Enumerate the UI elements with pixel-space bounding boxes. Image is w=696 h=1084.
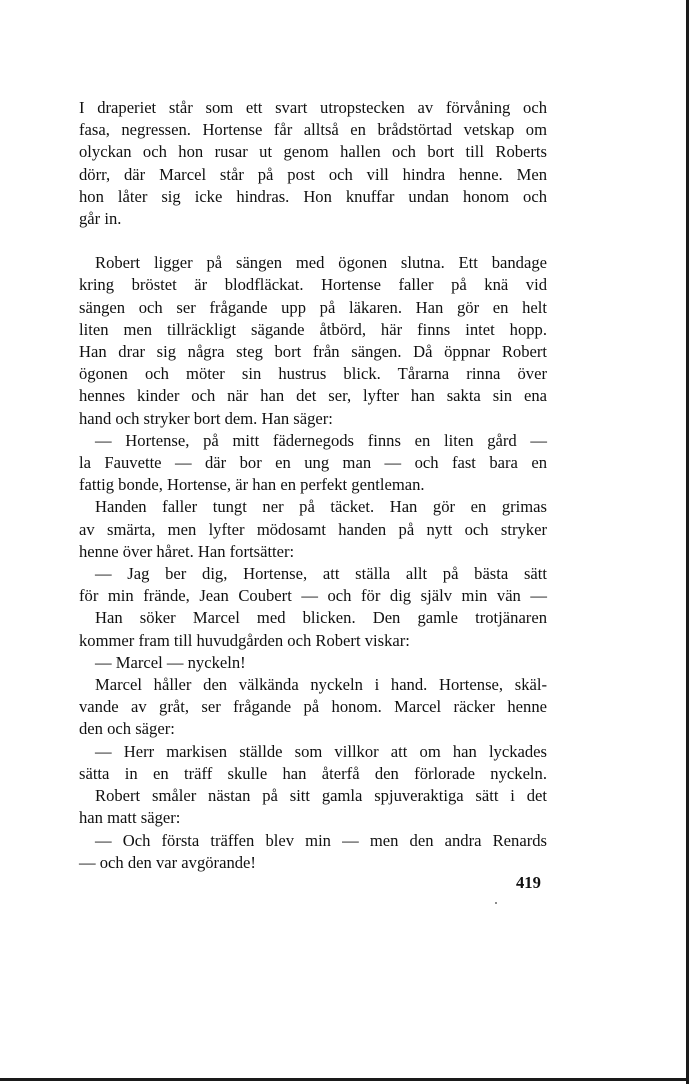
paragraph [79,830,547,874]
text-line: kommer fram till huvudgården och Robert viskar: [79,630,410,650]
text-line: fattig bonde, Hortense, är han en perfekt gentleman. [79,475,425,495]
paragraph [79,563,547,607]
text-line: går in. [79,209,122,229]
text-line: henne över håret. Han fortsätter: [79,541,295,561]
paragraph [79,430,547,497]
text-line: olyckan och hon rusar ut genom hallen och bort till Roberts [79,142,547,162]
text-line: Han drar sig några steg bort från sängen. Då öppnar Robert [79,342,547,362]
text-line: — Marcel — nyckeln! [95,652,246,672]
section-break [79,230,547,252]
paragraph [79,97,547,230]
paragraph [79,785,547,829]
page-number: 419 [516,873,541,892]
text-line: la Fauvette — där bor en ung man — och fast bara en [79,453,547,473]
text-line: hennes kinder och när han det ser, lyfter han sakta sin ena [79,386,547,406]
text-line: sängen och ser frågande upp på läkaren. Han gör en helt [79,297,547,317]
text-line: den och säger: [79,719,175,739]
text-line: Robert ligger på sängen med ögonen slutna. Ett bandage [95,253,547,273]
page-edge-bottom [0,1078,689,1081]
paragraph [79,652,547,674]
text-line: — Jag ber dig, Hortense, att ställa allt på bästa sätt [95,564,547,584]
text-line: hon låter sig icke hindras. Hon knuffar undan honom och [79,186,547,206]
text-line: — Hortense, på mitt fädernegods finns en liten gård — [95,430,547,450]
page-edge-right [686,0,689,1084]
text-line: — och den var avgörande! [79,852,256,872]
text-line: av smärta, men lyfter mödosamt handen på nytt och stryker [79,519,547,539]
text-line: sätta in en träff skulle han återfå den förlorade nyckeln. [79,763,547,783]
text-line: liten men tillräckligt sägande åtbörd, här finns intet hopp. [79,319,547,339]
text-line: Han söker Marcel med blicken. Den gamle trotjänaren [95,608,547,628]
text-line: han matt säger: [79,808,181,828]
paragraph [79,741,547,785]
text-line: fasa, negressen. Hortense får alltså en brådstörtad vetskap om [79,120,547,140]
text-line: Handen faller tungt ner på täcket. Han gör en grimas [95,497,547,517]
text-line: Marcel håller den välkända nyckeln i hand. Hortense, skäl- [95,675,547,695]
text-line: vande av gråt, ser frågande på honom. Marcel räcker henne [79,697,547,717]
print-speck [495,902,497,904]
text-line: — Och första träffen blev min — men den andra Renards [95,830,547,850]
text-line: hand och stryker bort dem. Han säger: [79,408,333,428]
paragraph [79,674,547,741]
paragraph [79,496,547,563]
text-line: Robert småler nästan på sitt gamla spjuveraktiga sätt i det [95,786,547,806]
text-line: I draperiet står som ett svart utropstecken av förvåning och [79,98,547,117]
text-line: ögonen och möter sin hustrus blick. Tårarna rinna över [79,364,547,384]
paragraph [79,252,547,430]
text-line: för min frände, Jean Coubert — och för dig själv min vän — [79,586,547,606]
text-line: kring bröstet är blodfläckat. Hortense faller på knä vid [79,275,547,295]
text-line: — Herr markisen ställde som villkor att om han lyckades [95,741,547,761]
text-line: dörr, där Marcel står på post och vill hindra henne. Men [79,164,547,184]
body-text [79,97,547,874]
paragraph [79,607,547,651]
